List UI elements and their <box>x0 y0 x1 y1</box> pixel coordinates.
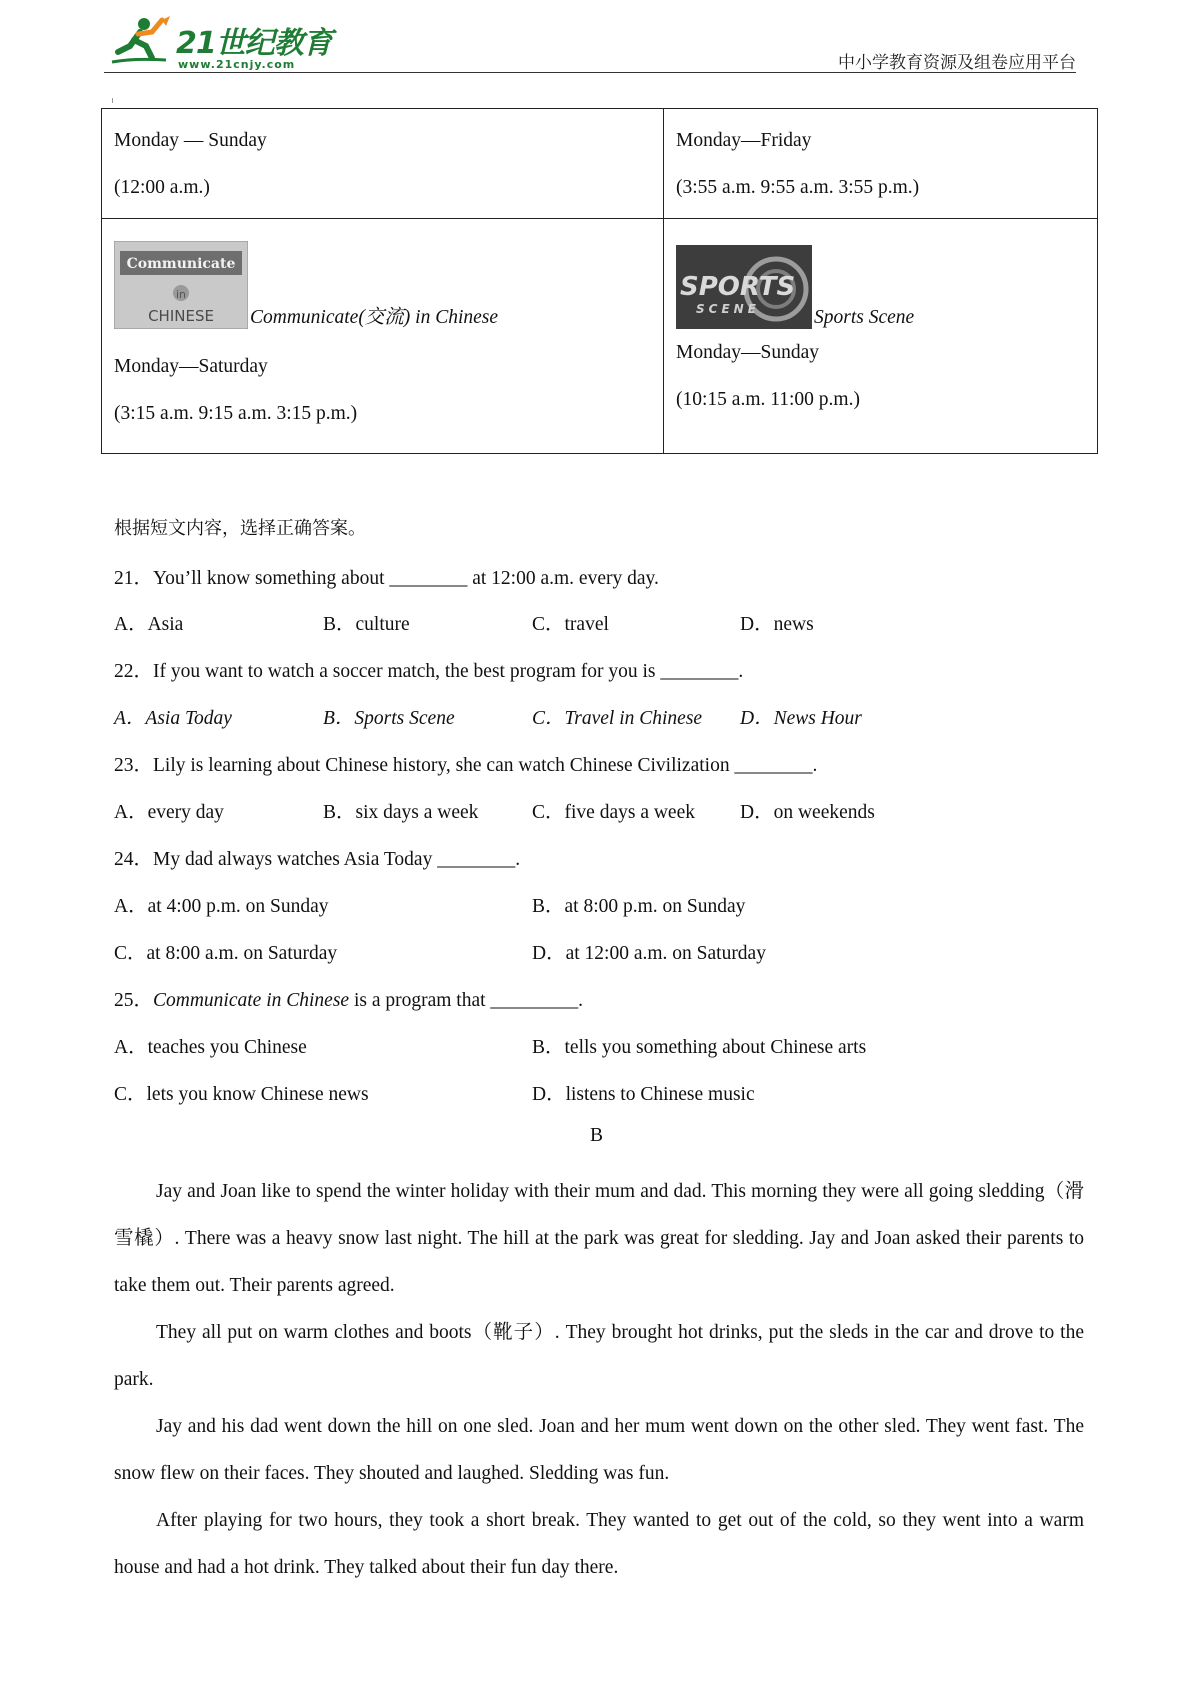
passage-paragraph-4: After playing for two hours, they took a short break. They wanted to get out of the cold, so they went into a warm house and had a hot drink. They talked about their fun day there. <box>114 1510 1084 1578</box>
svg-text:CHINESE: CHINESE <box>148 307 214 325</box>
passage-paragraph-1: Jay and Joan like to spend the winter holiday with their mum and dad. This morning they were all going sledding（滑雪橇）. There was a heavy snow last night. The hill at the park was great for sledding. Jay and Joan asked their parents to take them out. Their parents agreed. <box>114 1181 1084 1296</box>
q25-option-b: B．tells you something about Chinese arts <box>532 1037 867 1058</box>
page-header <box>104 10 1076 74</box>
communicate-in-chinese-logo-icon <box>114 241 248 329</box>
brand-logo <box>104 12 334 72</box>
q24-option-d: D．at 12:00 a.m. on Saturday <box>532 943 766 964</box>
schedule-times: (3:55 a.m. 9:55 a.m. 3:55 p.m.) <box>676 177 920 198</box>
q23-option-b: B．six days a week <box>323 802 479 823</box>
runner-logo-icon <box>104 12 174 70</box>
q24-option-a: A．at 4:00 p.m. on Sunday <box>114 896 329 917</box>
schedule-days: Monday—Saturday <box>114 356 268 377</box>
q25-option-a: A．teaches you Chinese <box>114 1037 307 1058</box>
q23-option-c: C．five days a week <box>532 802 695 823</box>
q21-option-a: A．Asia <box>114 614 184 635</box>
brand-url: www.21cnjy.com <box>178 58 296 71</box>
q24-option-c: C．at 8:00 a.m. on Saturday <box>114 943 338 964</box>
platform-name: 中小学教育资源及组卷应用平台 <box>838 53 1076 73</box>
q21-option-d: D．news <box>740 614 814 635</box>
sports-scene-logo-icon <box>676 245 812 329</box>
question-number: 25． <box>114 990 154 1011</box>
question-text: is a program that _________. <box>349 990 584 1011</box>
q23-option-d: D．on weekends <box>740 802 875 823</box>
svg-text:in: in <box>175 288 187 301</box>
schedule-days: Monday—Friday <box>676 130 812 151</box>
schedule-days: Monday—Sunday <box>676 342 819 363</box>
tv-schedule-table <box>101 108 1098 454</box>
schedule-cell <box>102 219 664 454</box>
q22-option-c: C．Travel in Chinese <box>532 708 703 729</box>
schedule-times: (12:00 a.m.) <box>114 177 210 198</box>
schedule-cell <box>664 219 1098 454</box>
schedule-cell <box>664 109 1098 219</box>
q21-option-c: C．travel <box>532 614 609 635</box>
program-title: Communicate in Chinese <box>153 990 350 1011</box>
q21-option-b: B．culture <box>323 614 410 635</box>
instruction-text: 根据短文内容，选择正确答案。 <box>114 518 366 539</box>
section-b-label: B <box>590 1125 604 1146</box>
q23-option-a: A．every day <box>114 802 224 823</box>
q22-option-b: B．Sports Scene <box>323 708 455 729</box>
program-name: Sports Scene <box>814 307 915 328</box>
schedule-times: (10:15 a.m. 11:00 p.m.) <box>676 389 860 410</box>
schedule-times: (3:15 a.m. 9:15 a.m. 3:15 p.m.) <box>114 403 358 424</box>
svg-text:SPORTS: SPORTS <box>680 272 796 302</box>
passage-paragraph-3: Jay and his dad went down the hill on one sled. Joan and her mum went down on the other sled. They went fast. The snow flew on their faces. They shouted and laughed. Sledding was fun. <box>114 1416 1084 1484</box>
svg-text:Communicate: Communicate <box>126 256 236 272</box>
passage-paragraph-2: They all put on warm clothes and boots（靴子）. They brought hot drinks, put the sleds in the car and drove to the park. <box>114 1322 1084 1390</box>
header-divider <box>104 72 1076 73</box>
q25-option-d: D．listens to Chinese music <box>532 1084 755 1105</box>
schedule-cell <box>102 109 664 219</box>
margin-mark <box>112 98 113 103</box>
question-22-stem: 22．If you want to watch a soccer match, the best program for you is ________. <box>114 661 744 682</box>
question-24-stem: 24．My dad always watches Asia Today ________. <box>114 849 521 870</box>
question-21-stem: 21．You’ll know something about ________ at 12:00 a.m. every day. <box>114 568 659 589</box>
q25-option-c: C．lets you know Chinese news <box>114 1084 369 1105</box>
program-name: Communicate(交流) in Chinese <box>250 307 499 328</box>
svg-text:SCENE: SCENE <box>696 302 760 316</box>
q24-option-b: B．at 8:00 p.m. on Sunday <box>532 896 746 917</box>
schedule-days: Monday — Sunday <box>114 130 267 151</box>
question-23-stem: 23．Lily is learning about Chinese history, she can watch Chinese Civilization ________. <box>114 755 818 776</box>
question-25-stem <box>114 984 583 1012</box>
q22-option-a: A．Asia Today <box>114 708 232 729</box>
brand-name: 21世纪教育 <box>176 26 332 61</box>
q22-option-d: D．News Hour <box>740 708 862 729</box>
